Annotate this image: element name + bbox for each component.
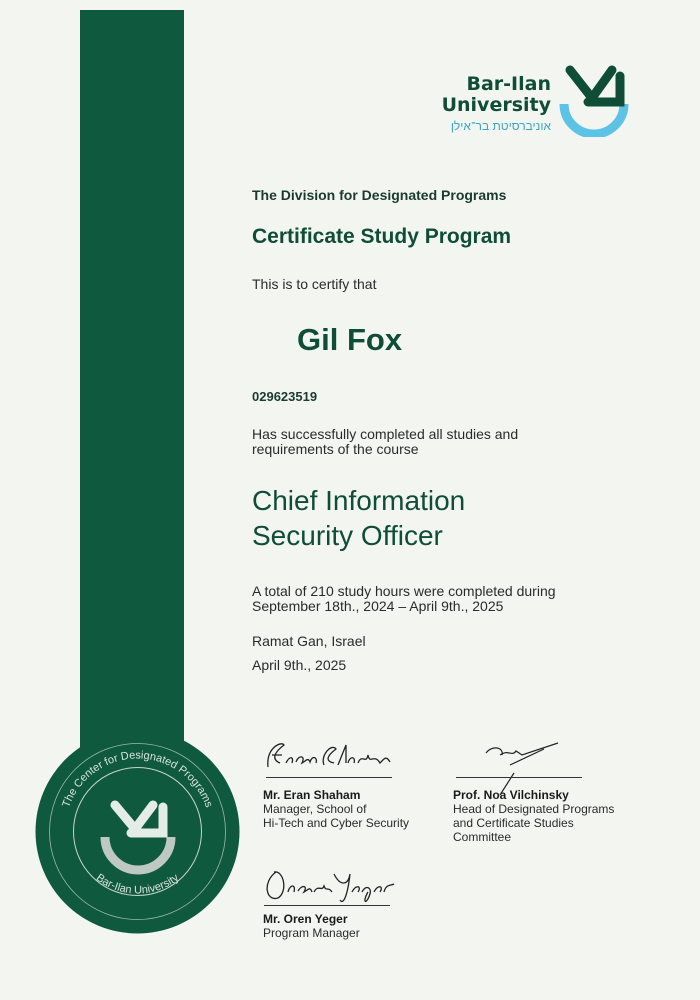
signatory-name: Mr. Eran Shaham: [263, 788, 361, 802]
green-ribbon: [80, 10, 184, 750]
signatory-name: Mr. Oren Yeger: [263, 912, 348, 926]
signatory-title: Program Manager: [263, 926, 360, 940]
signatory-title: Manager, School of Hi-Tech and Cyber Security: [263, 802, 410, 830]
signature-oren-yeger: [262, 862, 402, 906]
signatory-noa-vilchinsky: [452, 735, 652, 855]
center-seal: [35, 729, 240, 934]
signature-noa-vilchinsky: [452, 735, 582, 795]
recipient-name: Gil Fox: [297, 322, 403, 357]
logo-emblem-icon: [558, 62, 630, 137]
seal-bottom-text: Bar-Ilan University: [93, 871, 182, 897]
study-hours-text: A total of 210 study hours were completed during September 18th., 2024 – April 9th., 2025: [252, 583, 556, 614]
location-text: Ramat Gan, Israel: [252, 633, 366, 649]
signatory-name: Prof. Noa Vilchinsky: [453, 788, 569, 802]
seal-top-text: The Center for Designated Programs: [60, 749, 215, 810]
bar-ilan-logo: [433, 60, 633, 140]
logo-hebrew-text: אוניברסיטת בר־אילן: [450, 119, 551, 133]
course-title: Chief Information Security Officer: [252, 485, 466, 551]
signatory-eran-shaham: [262, 735, 452, 855]
division-heading: The Division for Designated Programs: [252, 187, 507, 203]
program-title: Certificate Study Program: [252, 225, 512, 248]
signatory-oren-yeger: [262, 862, 452, 947]
id-number: 029623519: [252, 389, 318, 404]
completion-text: Has successfully completed all studies and requirements of the course: [252, 426, 519, 457]
issue-date: April 9th., 2025: [252, 657, 347, 673]
signatory-title: Head of Designated Programs and Certificate Studies Committee: [453, 802, 615, 844]
certify-text: This is to certify that: [252, 276, 377, 292]
logo-english-text: Bar-Ilan University: [441, 73, 551, 116]
signature-eran-shaham: [262, 735, 402, 777]
